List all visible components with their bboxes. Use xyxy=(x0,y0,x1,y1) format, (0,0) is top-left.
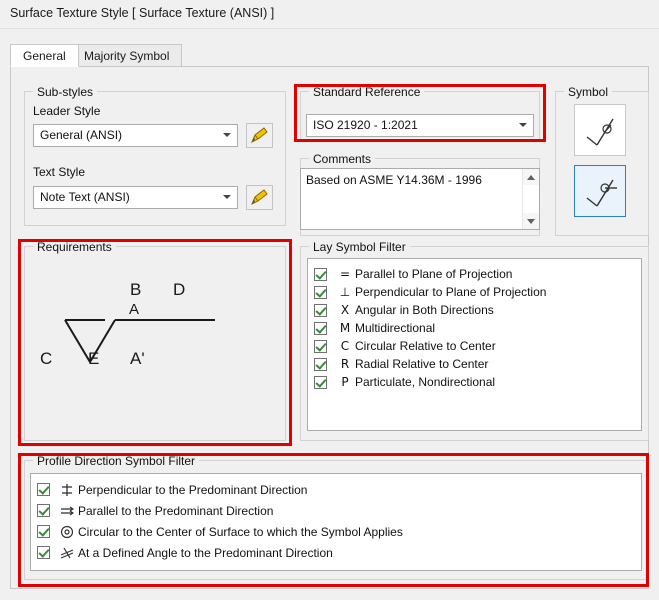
text-style-chevron[interactable] xyxy=(219,187,237,208)
profile-direction-label: At a Defined Angle to the Predominant Direction xyxy=(78,545,333,560)
lay-symbol-checkbox[interactable] xyxy=(314,340,327,353)
symbol-option-basic[interactable] xyxy=(574,104,626,156)
title-bar xyxy=(0,0,659,29)
profile-direction-checkbox[interactable] xyxy=(37,546,50,559)
lay-symbol-filter-list[interactable] xyxy=(307,258,642,431)
leader-style-edit-button[interactable] xyxy=(246,123,273,148)
angled-arrows-icon xyxy=(58,546,78,560)
lay-symbol-label: Parallel to Plane of Projection xyxy=(355,267,513,281)
lay-symbol-glyph: M xyxy=(339,321,351,335)
perpendicular-arrows-icon xyxy=(58,483,78,497)
profile-direction-symbol-filter-group-title: Profile Direction Symbol Filter xyxy=(33,454,199,468)
surface-texture-basic-symbol-icon xyxy=(575,105,625,155)
leader-style-value: General (ANSI) xyxy=(40,128,123,142)
comments-scroll-down-button[interactable] xyxy=(523,213,539,229)
lay-symbol-glyph: P xyxy=(341,375,349,389)
list-item[interactable] xyxy=(308,265,641,283)
lay-symbol-label: Perpendicular to Plane of Projection xyxy=(355,285,547,299)
lay-symbol-checkbox[interactable] xyxy=(314,376,327,389)
list-item[interactable] xyxy=(31,500,641,521)
pencil-icon xyxy=(247,124,272,147)
text-style-edit-button[interactable] xyxy=(246,185,273,210)
standard-reference-group-title: Standard Reference xyxy=(309,85,424,99)
lay-symbol-label: Radial Relative to Center xyxy=(355,357,489,371)
profile-direction-checkbox[interactable] xyxy=(37,525,50,538)
list-item[interactable] xyxy=(31,542,641,563)
requirement-field-A: A xyxy=(129,301,140,318)
symbol-group-title: Symbol xyxy=(564,85,612,99)
list-item[interactable] xyxy=(308,301,641,319)
pencil-icon xyxy=(247,186,272,209)
symbol-option-all-around[interactable] xyxy=(574,165,626,217)
leader-style-combo[interactable] xyxy=(33,124,238,147)
requirement-field-E: E xyxy=(88,349,100,368)
parallel-arrows-icon xyxy=(58,504,78,518)
comments-scrollbar[interactable] xyxy=(522,169,539,229)
surface-texture-requirements-diagram-icon xyxy=(30,262,280,432)
list-item[interactable] xyxy=(308,283,641,301)
leader-style-chevron[interactable] xyxy=(219,125,237,146)
window-title: Surface Texture Style [ Surface Texture (ANSI) ] xyxy=(10,6,275,20)
profile-direction-checkbox[interactable] xyxy=(37,504,50,517)
lay-symbol-glyph: = xyxy=(339,267,351,281)
lay-symbol-checkbox[interactable] xyxy=(314,322,327,335)
profile-direction-label: Parallel to the Predominant Direction xyxy=(78,503,274,518)
profile-direction-checkbox[interactable] xyxy=(37,483,50,496)
comments-text: Based on ASME Y14.36M - 1996 xyxy=(306,173,482,187)
lay-symbol-checkbox[interactable] xyxy=(314,358,327,371)
lay-symbol-glyph: C xyxy=(340,339,350,353)
comments-scroll-up-button[interactable] xyxy=(523,169,539,185)
standard-reference-chevron[interactable] xyxy=(515,115,533,136)
requirements-diagram xyxy=(30,262,280,432)
lay-symbol-label: Angular in Both Directions xyxy=(355,303,494,317)
list-item[interactable] xyxy=(308,337,641,355)
comments-textarea[interactable] xyxy=(300,168,540,230)
text-style-label: Text Style xyxy=(33,165,86,179)
list-item[interactable] xyxy=(308,373,641,391)
tab-strip xyxy=(10,44,649,68)
circular-icon xyxy=(58,525,78,539)
text-style-combo[interactable] xyxy=(33,186,238,209)
requirement-field-D: D xyxy=(173,280,186,299)
tab-general[interactable]: General xyxy=(10,44,79,67)
profile-direction-symbol-filter-list[interactable] xyxy=(30,473,642,571)
surface-texture-all-around-symbol-icon xyxy=(575,166,625,216)
lay-symbol-checkbox[interactable] xyxy=(314,268,327,281)
profile-direction-label: Perpendicular to the Predominant Direction xyxy=(78,482,308,497)
list-item[interactable] xyxy=(308,355,641,373)
comments-group-title: Comments xyxy=(309,152,375,166)
text-style-value: Note Text (ANSI) xyxy=(40,190,130,204)
list-item[interactable] xyxy=(31,521,641,542)
lay-symbol-label: Multidirectional xyxy=(355,321,436,335)
leader-style-label: Leader Style xyxy=(33,104,101,118)
lay-symbol-glyph: ⊥ xyxy=(339,285,351,299)
lay-symbol-checkbox[interactable] xyxy=(314,286,327,299)
profile-direction-label: Circular to the Center of Surface to which the Symbol Applies xyxy=(78,524,403,539)
standard-reference-value: ISO 21920 - 1:2021 xyxy=(313,118,418,132)
lay-symbol-glyph: X xyxy=(340,303,350,317)
list-item[interactable] xyxy=(31,479,641,500)
lay-symbol-filter-group-title: Lay Symbol Filter xyxy=(309,240,410,254)
substyles-group-title: Sub-styles xyxy=(33,85,97,99)
requirement-field-C: C xyxy=(40,349,53,368)
lay-symbol-label: Particulate, Nondirectional xyxy=(355,375,496,389)
tab-majority-symbol[interactable]: Majority Symbol xyxy=(71,44,182,67)
list-item[interactable] xyxy=(308,319,641,337)
standard-reference-combo[interactable] xyxy=(306,114,534,137)
requirement-field-B: B xyxy=(130,280,142,299)
requirements-group-title: Requirements xyxy=(33,240,116,254)
requirement-field-A-prime: A' xyxy=(130,349,145,368)
lay-symbol-checkbox[interactable] xyxy=(314,304,327,317)
lay-symbol-label: Circular Relative to Center xyxy=(355,339,496,353)
lay-symbol-glyph: R xyxy=(340,357,350,371)
